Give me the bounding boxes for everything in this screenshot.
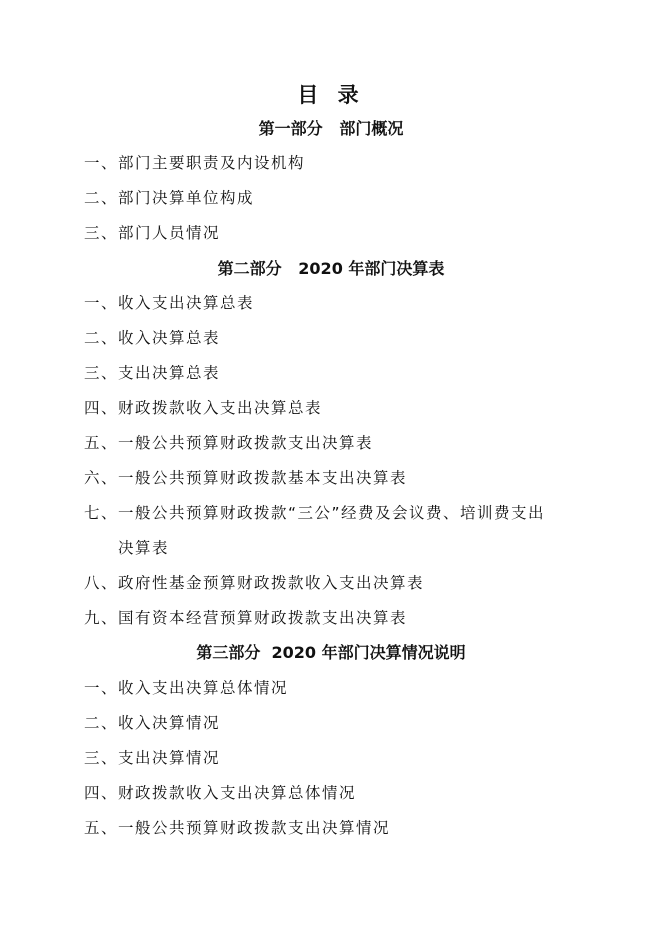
page-title: 目 录 bbox=[297, 83, 365, 107]
toc-item: 三、支出决算总表 bbox=[84, 364, 221, 382]
toc-item: 四、财政拨款收入支出决算总表 bbox=[84, 399, 323, 417]
toc-item: 八、政府性基金预算财政拨款收入支出决算表 bbox=[84, 574, 425, 592]
toc-item: 二、部门决算单位构成 bbox=[84, 189, 255, 207]
toc-item: 一、部门主要职责及内设机构 bbox=[84, 154, 306, 172]
toc-item: 二、收入决算情况 bbox=[84, 714, 221, 732]
toc-item-continuation: 决算表 bbox=[118, 539, 170, 557]
part-heading-1: 第一部分 部门概况 bbox=[258, 119, 404, 138]
toc-item: 七、一般公共预算财政拨款“三公”经费及会议费、培训费支出 bbox=[84, 504, 546, 522]
toc-item: 六、一般公共预算财政拨款基本支出决算表 bbox=[84, 469, 408, 487]
part-heading-2: 第二部分 2020 年部门决算表 bbox=[217, 259, 445, 278]
toc-item: 四、财政拨款收入支出决算总体情况 bbox=[84, 784, 357, 802]
toc-item: 一、收入支出决算总体情况 bbox=[84, 679, 289, 697]
toc-item: 三、支出决算情况 bbox=[84, 749, 221, 767]
toc-item: 九、国有资本经营预算财政拨款支出决算表 bbox=[84, 609, 408, 627]
toc-item: 三、部门人员情况 bbox=[84, 224, 221, 242]
toc-item: 一、收入支出决算总表 bbox=[84, 294, 255, 312]
toc-item: 二、收入决算总表 bbox=[84, 329, 221, 347]
part-heading-3: 第三部分 2020 年部门决算情况说明 bbox=[196, 643, 466, 662]
toc-item: 五、一般公共预算财政拨款支出决算情况 bbox=[84, 819, 391, 837]
toc-item: 五、一般公共预算财政拨款支出决算表 bbox=[84, 434, 374, 452]
